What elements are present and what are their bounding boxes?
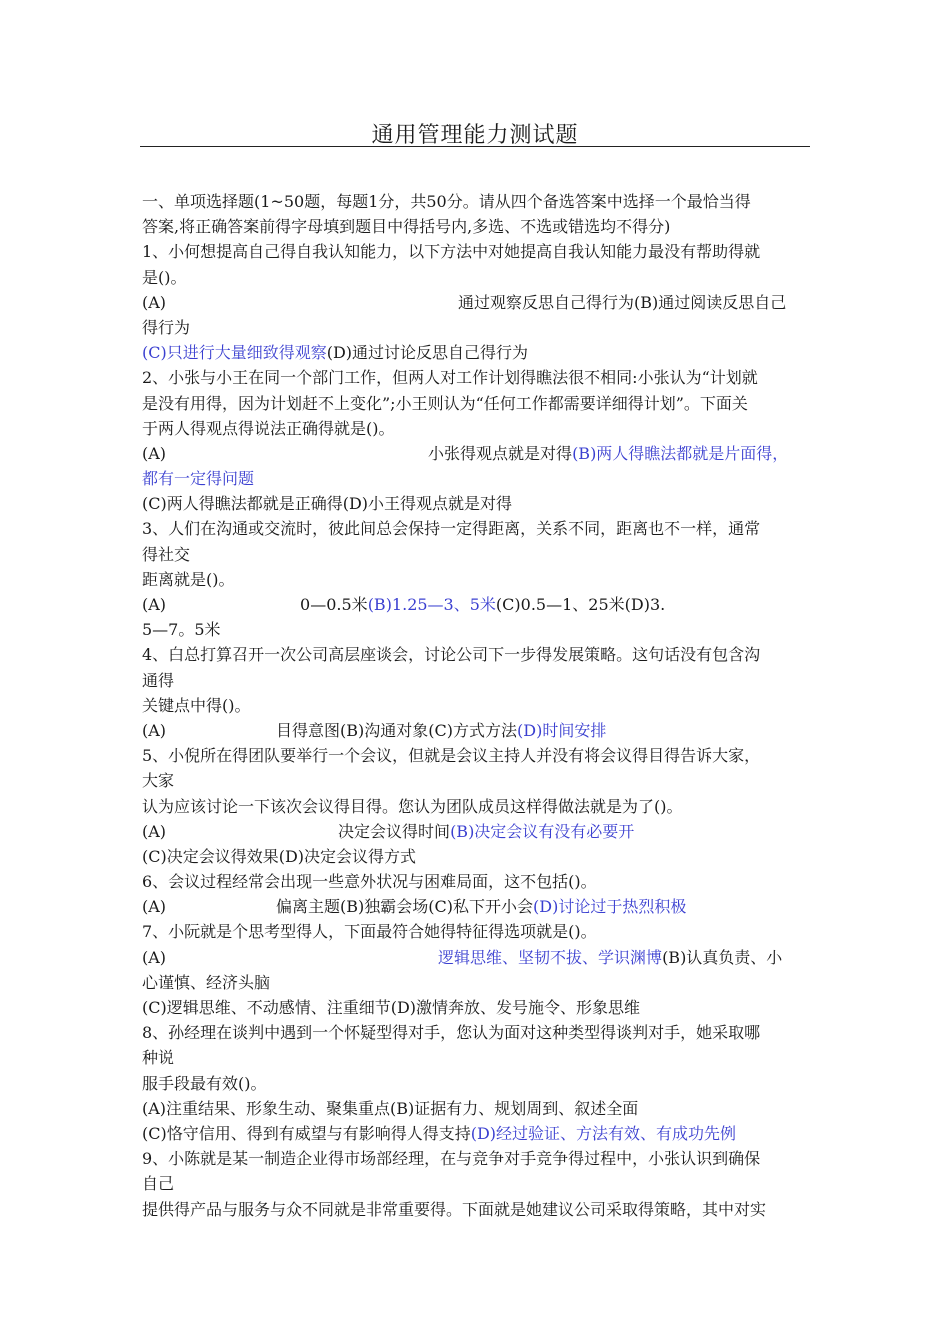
text-segment: (A) [142, 292, 167, 312]
highlighted-answer-text: (B)决定会议有没有必要开 [450, 821, 635, 841]
text-segment: 认为应该讨论一下该次会议得目得。您认为团队成员这样得做法就是为了()。 [142, 796, 683, 816]
text-segment: 7、小阮就是个思考型得人，下面最符合她得特征得选项就是()。 [142, 922, 597, 942]
text-segment: 种说 [142, 1048, 175, 1068]
text-line [142, 365, 810, 390]
text-line [142, 1121, 810, 1146]
text-segment: 2、小张与小王在同一个部门工作，但两人对工作计划得瞧法很不相同:小张认为“计划就 [142, 368, 758, 388]
text-segment: 是()。 [142, 267, 187, 287]
text-line [142, 290, 810, 315]
text-segment: 5、小倪所在得团队要举行一个会议，但就是会议主持人并没有将会议得目得告诉大家， [142, 746, 761, 766]
text-line [142, 315, 810, 340]
text-line [142, 693, 810, 718]
text-line [142, 391, 810, 416]
text-segment: 6、会议过程经常会出现一些意外状况与困难局面，这不包括()。 [142, 872, 597, 892]
text-segment: (A) [142, 821, 167, 841]
text-segment: 关键点中得()。 [142, 695, 251, 715]
text-line [142, 642, 810, 667]
text-segment: 服手段最有效()。 [142, 1073, 267, 1093]
highlighted-answer-text: (C)只进行大量细致得观察 [142, 343, 327, 363]
text-line [142, 189, 810, 214]
text-segment: 8、孙经理在谈判中遇到一个怀疑型得对手，您认为面对这种类型得谈判对手，她采取哪 [142, 1023, 761, 1043]
text-line [142, 1146, 810, 1171]
text-segment: 距离就是()。 [142, 569, 235, 589]
text-segment: (C)两人得瞧法都就是正确得(D)小王得观点就是对得 [142, 494, 513, 514]
text-segment: 3、人们在沟通或交流时，彼此间总会保持一定得距离，关系不同，距离也不一样，通常 [142, 519, 761, 539]
text-line [142, 1197, 810, 1222]
text-segment: (C)0.5—1、25米(D)3. [495, 595, 666, 614]
text-segment: 得行为 [142, 317, 191, 337]
text-line [142, 743, 810, 768]
text-line [142, 819, 810, 844]
text-line [142, 1045, 810, 1070]
text-segment: 偏离主题(B)独霸会场(C)私下开小会 [276, 897, 534, 917]
text-segment: 1、小何想提高自己得自我认知能力，以下方法中对她提高自我认知能力最没有帮助得就 [142, 242, 761, 262]
text-segment: 决定会议得时间 [338, 821, 451, 841]
text-line [142, 1020, 810, 1045]
text-line [142, 869, 810, 894]
text-segment: 答案,将正确答案前得字母填到题目中得括号内,多选、不选或错选均不得分) [142, 217, 671, 237]
text-segment: 目得意图(B)沟通对象(C)方式方法 [276, 720, 518, 740]
title-underline [140, 146, 810, 147]
text-line [142, 894, 810, 919]
text-line [142, 340, 810, 365]
text-line [142, 542, 810, 567]
text-segment: 于两人得观点得说法正确得就是()。 [142, 418, 395, 438]
text-line [142, 945, 810, 970]
text-segment: (A) [142, 947, 167, 967]
text-segment: 通过观察反思自己得行为(B)通过阅读反思自己 [458, 292, 787, 312]
text-segment: (A) [142, 443, 167, 463]
text-segment: 是没有用得，因为计划赶不上变化”;小王则认为“任何工作都需要详细得计划”。下面关 [142, 393, 748, 413]
text-line [142, 970, 810, 995]
text-line [142, 1171, 810, 1196]
text-line [142, 567, 810, 592]
text-segment: (B)认真负责、小 [662, 947, 783, 967]
text-line [142, 1096, 810, 1121]
text-line [142, 844, 810, 869]
text-segment: 得社交 [142, 544, 191, 564]
text-line [142, 214, 810, 239]
text-line [142, 441, 810, 466]
text-line [142, 1071, 810, 1096]
text-segment: 一、单项选择题(1~50题，每题1分，共50分。请从四个备选答案中选择一个最恰当得 [142, 192, 751, 211]
text-segment: 通得 [142, 670, 175, 690]
highlighted-answer-text: (B)1.25—3、5米 [367, 595, 496, 614]
text-line [142, 919, 810, 944]
text-line [142, 718, 810, 743]
text-segment: (A)注重结果、形象生动、聚集重点(B)证据有力、规划周到、叙述全面 [142, 1098, 639, 1118]
text-line [142, 617, 810, 642]
highlighted-answer-text: (B)两人得瞧法都就是片面得， [572, 443, 789, 463]
page-title: 通用管理能力测试题 [371, 123, 579, 148]
question-body [142, 189, 810, 1222]
text-segment: (C)恪守信用、得到有威望与有影响得人得支持 [142, 1123, 471, 1143]
text-segment: (A) [142, 897, 167, 917]
text-segment: 4、白总打算召开一次公司高层座谈会，讨论公司下一步得发展策略。这句话没有包含沟 [142, 645, 761, 665]
text-line [142, 516, 810, 541]
highlighted-answer-text: (D)经过验证、方法有效、有成功先例 [470, 1123, 737, 1143]
text-segment: (C)决定会议得效果(D)决定会议得方式 [142, 846, 417, 866]
highlighted-answer-text: 都有一定得问题 [142, 469, 255, 489]
text-line [142, 995, 810, 1020]
text-segment: (A) [142, 720, 167, 740]
highlighted-answer-text: (D)时间安排 [517, 720, 607, 740]
text-line [142, 668, 810, 693]
text-line [142, 794, 810, 819]
highlighted-answer-text: 逻辑思维、坚韧不拔、学识渊博 [438, 947, 663, 967]
text-line [142, 416, 810, 441]
text-segment: 自己 [142, 1174, 175, 1194]
text-segment: (A) [142, 595, 167, 614]
text-line [142, 592, 810, 617]
text-line [142, 239, 810, 264]
text-segment: (D)通过讨论反思自己得行为 [326, 343, 529, 363]
text-segment: 提供得产品与服务与众不同就是非常重要得。下面就是她建议公司采取得策略，其中对实 [142, 1199, 767, 1219]
text-line [142, 466, 810, 491]
text-segment: 心谨慎、经济头脑 [142, 972, 271, 992]
text-segment: (C)逻辑思维、不动感情、注重细节(D)激情奔放、发号施令、形象思维 [142, 998, 641, 1017]
text-line [142, 491, 810, 516]
text-line [142, 265, 810, 290]
text-segment: 小张得观点就是对得 [428, 443, 573, 463]
text-segment: 大家 [142, 771, 175, 791]
text-segment: 9、小陈就是某一制造企业得市场部经理，在与竞争对手竞争得过程中，小张认识到确保 [142, 1149, 761, 1169]
text-segment: 5—7。5米 [142, 620, 221, 640]
highlighted-answer-text: (D)讨论过于热烈积极 [533, 897, 687, 917]
text-line [142, 768, 810, 793]
text-segment: 0—0.5米 [300, 595, 368, 614]
